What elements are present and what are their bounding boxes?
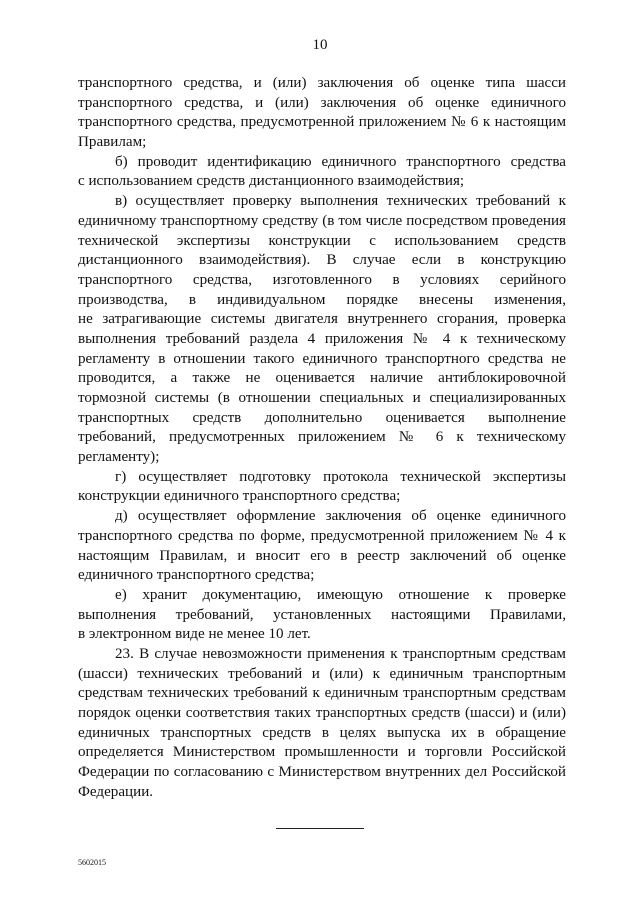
text-line: выполнения требований, установленных настоящими Правилами,	[78, 606, 566, 623]
text-line: регламенту в отношении такого единичного транспортного средства не	[78, 350, 566, 367]
paragraph-23: 23. В случае невозможности применения к транспортным средствам	[115, 645, 566, 662]
text-line: транспортного средства, изготовленного в условиях серийного	[78, 271, 566, 288]
text-line: транспортного средства, и (или) заключения об оценке единичного	[78, 94, 566, 111]
text-line: тормозной системы (в отношении специальных и специализированных	[78, 390, 566, 406]
list-item-b: б) проводит идентификацию единичного транспортного средства	[115, 153, 566, 170]
text-line: единичного транспортного средства;	[78, 567, 315, 584]
text-line: не затрагивающие системы двигателя внутреннего сгорания, проверка	[78, 311, 566, 328]
document-code: 5602015	[78, 858, 106, 867]
text-line: технической экспертизы конструкции с использованием средств	[78, 232, 566, 249]
text-line: Правилам;	[78, 134, 147, 151]
text-line: транспортного средства, и (или) заключения об оценке типа шасси	[78, 75, 566, 91]
text-line: транспортного средства по форме, предусмотренной приложением № 4 к	[78, 527, 566, 544]
text-line: порядок оценки соответствия таких транспортных средств (шасси) и (или)	[78, 705, 566, 721]
text-line: производства, в индивидуальном порядке внесены изменения,	[78, 291, 566, 308]
text-line: проводится, а также не оценивается наличие антиблокировочной	[78, 370, 566, 387]
text-line: единичному транспортному средству (в том числе посредством проведения	[78, 212, 566, 229]
text-line: Федерации.	[78, 783, 154, 800]
text-line: определяется Министерством промышленности и торговли Российской	[78, 744, 566, 761]
text-line: настоящим Правилам, и вносит его в реестр заключений об оценке	[78, 547, 566, 564]
text-line: транспортных средств дополнительно оценивается выполнение	[78, 409, 566, 426]
text-line: в электронном виде не менее 10 лет.	[78, 626, 311, 643]
text-line: регламенту);	[78, 449, 160, 466]
list-item-v: в) осуществляет проверку выполнения технических требований к	[115, 193, 566, 210]
document-body	[78, 74, 566, 802]
text-line: конструкции единичного транспортного средства;	[78, 488, 401, 505]
text-line: Федерации по согласованию с Министерством внутренних дел Российской	[78, 764, 566, 781]
text-line: выполнения требований раздела 4 приложения № 4 к техническому	[78, 330, 566, 347]
text-line: с использованием средств дистанционного взаимодействия;	[78, 173, 465, 190]
list-item-d: д) осуществляет оформление заключения об оценке единичного	[115, 508, 566, 525]
text-line: единичных транспортных средств в целях выпуска их в обращение	[78, 724, 566, 741]
list-item-g: г) осуществляет подготовку протокола технической экспертизы	[115, 468, 566, 485]
text-line: требований, предусмотренных приложением № 6 к техническому	[78, 429, 566, 446]
text-line: транспортного средства, предусмотренной приложением № 6 к настоящим	[78, 114, 566, 131]
list-item-e: е) хранит документацию, имеющую отношение к проверке	[115, 586, 566, 603]
text-line: средствам технических требований к единичным транспортным средствам	[78, 685, 566, 702]
text-line: (шасси) технических требований и (или) к единичным транспортным	[78, 665, 566, 682]
text-line: дистанционного взаимодействия). В случае если в конструкцию	[78, 252, 566, 269]
page-number: 10	[312, 37, 328, 53]
end-divider	[276, 828, 364, 829]
